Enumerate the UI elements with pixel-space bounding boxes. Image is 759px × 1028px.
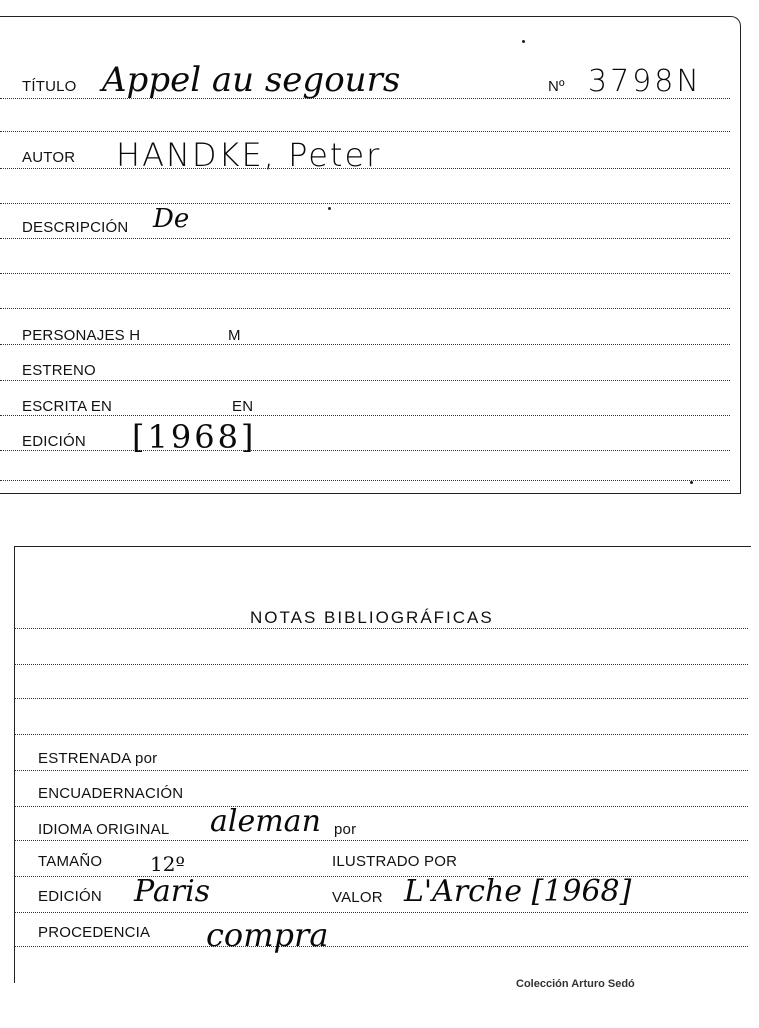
escrita-en-label: ESCRITA EN [22,398,113,415]
rule [0,415,730,416]
rule [14,628,748,629]
rule [14,734,748,735]
autor-label: AUTOR [22,149,76,166]
personajes-label: PERSONAJES H [22,327,141,344]
encuadernacion-label: ENCUADERNACIÓN [38,785,184,802]
idioma-value: aleman [210,804,321,839]
speck [690,481,693,484]
numero-value: 3798N [588,64,702,99]
escrita-en2-label: EN [232,398,254,415]
procedencia-value: compra [206,916,329,954]
rule [0,238,730,239]
rule [0,380,730,381]
rule [14,664,748,665]
rule [0,273,730,274]
rule [0,480,730,481]
rule [14,876,748,877]
edicion-back-value: Paris [134,874,211,909]
rule [0,131,730,132]
personajes-m-label: M [228,327,241,344]
titulo-label: TÍTULO [22,78,77,95]
tamano-label: TAMAÑO [38,853,103,870]
ilustrado-label: ILUSTRADO POR [332,853,458,870]
speck [522,40,525,43]
rule [14,946,748,947]
edicion-front-label: EDICIÓN [22,433,86,450]
estreno-label: ESTRENO [22,362,96,379]
rule [0,344,730,345]
rule [0,450,730,451]
edicion-front-value: [1968] [132,418,257,456]
edicion-back-label: EDICIÓN [38,888,102,905]
procedencia-label: PROCEDENCIA [38,924,151,941]
rule [14,806,748,807]
rule [0,203,730,204]
titulo-value: Appel au segours [102,60,401,100]
autor-value: HANDKE, Peter [116,136,382,174]
idioma-por-label: por [334,821,357,838]
collection-footer: Colección Arturo Sedó [516,978,635,990]
numero-label: Nº [548,78,565,95]
notas-heading: NOTAS BIBLIOGRÁFICAS [250,608,494,627]
rule [14,840,748,841]
valor-label: VALOR [332,889,383,906]
descripcion-value: De [153,204,190,234]
descripcion-label: DESCRIPCIÓN [22,219,129,236]
rule [14,698,748,699]
speck [328,207,331,210]
idioma-label: IDIOMA ORIGINAL [38,821,170,838]
tamano-value: 12º [150,852,185,876]
estrenada-label: ESTRENADA por [38,750,158,767]
rule [14,912,748,913]
rule [14,770,748,771]
rule [0,308,730,309]
valor-value: L'Arche [1968] [404,874,632,909]
